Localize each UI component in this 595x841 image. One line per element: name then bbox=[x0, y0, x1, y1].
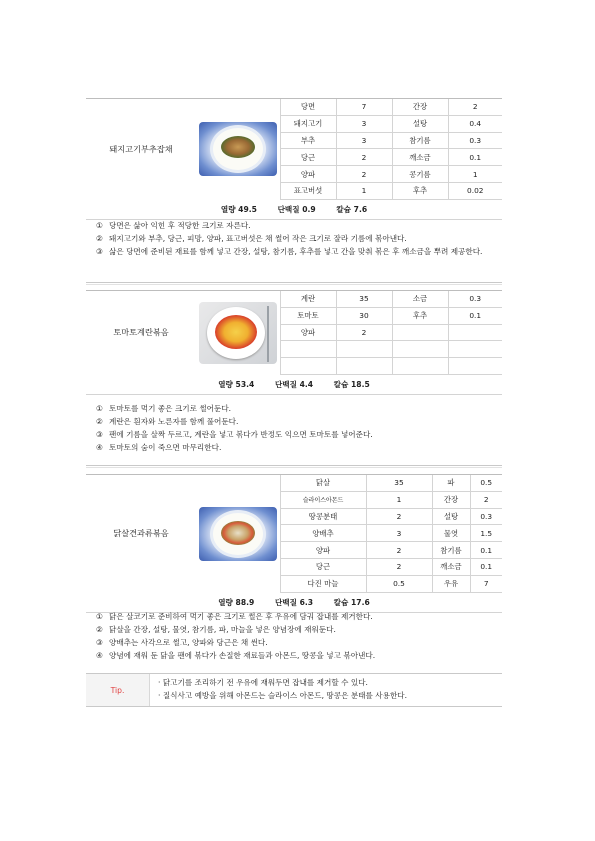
ingredient-amount: 2 bbox=[336, 149, 392, 166]
step: ① 토마토를 먹기 좋은 크기로 썰어둔다. bbox=[96, 404, 232, 413]
protein: 단백질 6.3 bbox=[274, 597, 314, 607]
step: ① 당면은 삶아 익힌 후 적당한 크기로 자른다. bbox=[96, 221, 251, 230]
ingredient-amount: 3 bbox=[336, 115, 392, 132]
seasoning-amount: 0.3 bbox=[448, 291, 502, 308]
seasoning-name: 설탕 bbox=[392, 115, 448, 132]
step: ② 돼지고기와 부추, 당근, 피망, 양파, 표고버섯은 채 썰어 작은 크기로 잘라 기름에 볶아낸다. bbox=[96, 234, 407, 243]
ingredient-name: 양파 bbox=[280, 542, 366, 559]
seasoning-amount: 0.1 bbox=[470, 542, 502, 559]
ingredient-amount: 1 bbox=[366, 491, 432, 508]
ingredient-name: 슬라이스아몬드 bbox=[280, 491, 366, 508]
dish-image bbox=[199, 302, 277, 364]
dish-image bbox=[199, 122, 277, 176]
ingredient-name bbox=[280, 341, 336, 358]
seasoning-amount: 0.4 bbox=[448, 115, 502, 132]
recipe-table-2 bbox=[86, 290, 502, 395]
seasoning-amount bbox=[448, 324, 502, 341]
ingredient-amount: 3 bbox=[336, 132, 392, 149]
instructions-2 bbox=[96, 402, 500, 454]
seasoning-amount bbox=[448, 341, 502, 358]
seasoning-amount: 0.1 bbox=[448, 307, 502, 324]
tip-lines bbox=[158, 677, 407, 702]
calcium: 칼슘 7.6 bbox=[336, 204, 368, 214]
ingredient-amount bbox=[336, 358, 392, 375]
seasoning-amount bbox=[448, 358, 502, 375]
ingredient-amount: 2 bbox=[336, 166, 392, 183]
tip-label: Tip. bbox=[86, 674, 150, 706]
ingredient-name: 당면 bbox=[280, 99, 336, 116]
dish-image bbox=[199, 507, 277, 561]
recipe-table-1 bbox=[86, 98, 502, 220]
ingredient-name: 돼지고기 bbox=[280, 115, 336, 132]
ingredient-amount: 2 bbox=[366, 558, 432, 575]
step: ① 닭은 살코기로 준비하여 먹기 좋은 크기로 썰은 후 우유에 담궈 잡내를 제거한다. bbox=[96, 612, 373, 621]
ingredient-name: 토마토 bbox=[280, 307, 336, 324]
recipe-name: 토마토계란볶음 bbox=[86, 291, 196, 375]
dish-photo bbox=[196, 475, 280, 593]
seasoning-name: 설탕 bbox=[432, 508, 470, 525]
ingredient-name: 당근 bbox=[280, 558, 366, 575]
calories: 열량 88.9 bbox=[218, 597, 255, 607]
ingredient-amount: 30 bbox=[336, 307, 392, 324]
ingredient-amount: 2 bbox=[366, 508, 432, 525]
seasoning-name: 콩기름 bbox=[392, 166, 448, 183]
seasoning-name: 후추 bbox=[392, 182, 448, 199]
instructions-3 bbox=[96, 610, 500, 662]
seasoning-name: 깨소금 bbox=[392, 149, 448, 166]
step: ③ 양배추는 사각으로 썰고, 양파와 당근은 채 썬다. bbox=[96, 638, 268, 647]
ingredient-amount bbox=[336, 341, 392, 358]
protein: 단백질 4.4 bbox=[274, 379, 314, 389]
ingredient-name: 양파 bbox=[280, 166, 336, 183]
seasoning-name: 소금 bbox=[392, 291, 448, 308]
seasoning-amount: 0.5 bbox=[470, 475, 502, 492]
seasoning-amount: 1.5 bbox=[470, 525, 502, 542]
step: ④ 토마토의 숨이 죽으면 마무리한다. bbox=[96, 443, 222, 452]
calories: 열량 53.4 bbox=[218, 379, 255, 389]
step: ③ 팬에 기름을 살짝 두르고, 계란을 넣고 볶다가 반정도 익으면 토마토를 넣어준다. bbox=[96, 430, 373, 439]
ingredient-amount: 1 bbox=[336, 182, 392, 199]
seasoning-amount: 0.1 bbox=[470, 558, 502, 575]
seasoning-amount: 1 bbox=[448, 166, 502, 183]
ingredient-name: 양배추 bbox=[280, 525, 366, 542]
step: ② 닭살을 간장, 설탕, 물엿, 참기름, 파, 마늘을 넣은 양념장에 재워둔다. bbox=[96, 625, 336, 634]
seasoning-amount: 0.1 bbox=[448, 149, 502, 166]
ingredient-amount: 7 bbox=[336, 99, 392, 116]
recipe-table-3 bbox=[86, 474, 502, 613]
ingredient-amount: 35 bbox=[336, 291, 392, 308]
nutrition-row bbox=[86, 374, 502, 394]
section-divider bbox=[86, 465, 502, 468]
recipe-name: 닭살견과류볶음 bbox=[86, 475, 196, 593]
tip-line: · 질식사고 예방을 위해 아몬드는 슬라이스 아몬드, 땅콩은 분태를 사용한다. bbox=[158, 690, 408, 700]
calories: 열량 49.5 bbox=[220, 204, 257, 214]
step: ④ 양념에 재워 둔 닭을 팬에 볶다가 손질한 재료들과 아몬드, 땅콩을 넣고 볶아낸다. bbox=[96, 651, 376, 660]
section-divider bbox=[86, 282, 502, 285]
nutrition-row bbox=[86, 199, 502, 219]
ingredient-name: 표고버섯 bbox=[280, 182, 336, 199]
ingredient-name: 양파 bbox=[280, 324, 336, 341]
dish-photo bbox=[196, 99, 280, 200]
ingredient-name bbox=[280, 358, 336, 375]
seasoning-amount: 0.3 bbox=[448, 132, 502, 149]
tip-box bbox=[86, 673, 502, 707]
dish-photo bbox=[196, 291, 280, 375]
seasoning-name: 참기름 bbox=[432, 542, 470, 559]
ingredient-amount: 2 bbox=[336, 324, 392, 341]
ingredient-name: 부추 bbox=[280, 132, 336, 149]
seasoning-amount: 2 bbox=[470, 491, 502, 508]
seasoning-name: 참기름 bbox=[392, 132, 448, 149]
ingredient-amount: 3 bbox=[366, 525, 432, 542]
seasoning-name: 우유 bbox=[432, 575, 470, 592]
ingredient-name: 닭살 bbox=[280, 475, 366, 492]
ingredient-name: 계란 bbox=[280, 291, 336, 308]
ingredient-name: 땅콩분태 bbox=[280, 508, 366, 525]
tip-line: · 닭고기를 조리하기 전 우유에 재워두면 잡내를 제거할 수 있다. bbox=[158, 678, 368, 687]
ingredient-amount: 2 bbox=[366, 542, 432, 559]
seasoning-amount: 7 bbox=[470, 575, 502, 592]
seasoning-name: 깨소금 bbox=[432, 558, 470, 575]
ingredient-amount: 0.5 bbox=[366, 575, 432, 592]
seasoning-name bbox=[392, 324, 448, 341]
instructions-1 bbox=[96, 219, 500, 258]
seasoning-name: 후추 bbox=[392, 307, 448, 324]
seasoning-amount: 0.3 bbox=[470, 508, 502, 525]
step: ③ 삶은 당면에 준비된 재료를 함께 넣고 간장, 설탕, 참기름, 후추를 넣고 간을 맞춰 볶은 후 깨소금을 뿌려 제공한다. bbox=[96, 247, 483, 256]
seasoning-name: 파 bbox=[432, 475, 470, 492]
calcium: 칼슘 17.6 bbox=[333, 597, 370, 607]
seasoning-name bbox=[392, 341, 448, 358]
recipe-name: 돼지고기부추잡채 bbox=[86, 99, 196, 200]
ingredient-amount: 35 bbox=[366, 475, 432, 492]
step: ② 계란은 흰자와 노른자를 함께 풀어둔다. bbox=[96, 417, 239, 426]
protein: 단백질 0.9 bbox=[277, 204, 316, 214]
seasoning-name: 간장 bbox=[392, 99, 448, 116]
seasoning-amount: 0.02 bbox=[448, 182, 502, 199]
calcium: 칼슘 18.5 bbox=[333, 379, 370, 389]
seasoning-name: 간장 bbox=[432, 491, 470, 508]
seasoning-name: 물엿 bbox=[432, 525, 470, 542]
seasoning-amount: 2 bbox=[448, 99, 502, 116]
ingredient-name: 다진 마늘 bbox=[280, 575, 366, 592]
seasoning-name bbox=[392, 358, 448, 375]
ingredient-name: 당근 bbox=[280, 149, 336, 166]
